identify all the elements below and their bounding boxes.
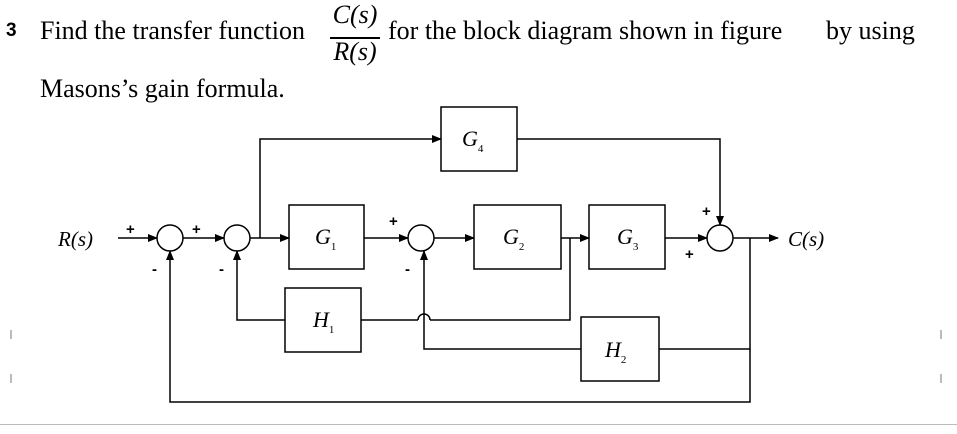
question-text-line2: Masons’s gain formula. (40, 74, 285, 103)
question-text-before: Find the transfer function (40, 16, 305, 45)
sign-s1-feedback: - (152, 261, 157, 278)
output-label: C(s) (788, 227, 825, 251)
block-g4 (441, 107, 517, 171)
summing-junction-1 (157, 225, 183, 251)
question-number: 3 (6, 20, 17, 41)
sign-s3-input: + (389, 213, 398, 230)
margin-mark (10, 330, 12, 339)
sign-s2-input: + (192, 221, 201, 238)
question-text-tail: by using (826, 16, 915, 45)
signal-g4-to-s4 (517, 139, 720, 225)
summing-junction-4 (707, 225, 733, 251)
margin-mark (940, 330, 942, 339)
signal-to-g4 (260, 139, 441, 238)
sign-s2-feedback: - (219, 261, 224, 278)
margin-mark (10, 374, 12, 383)
sign-s1-input: + (126, 221, 135, 238)
bottom-rule (0, 424, 957, 425)
block-h2-label: $H_2$ (605, 337, 627, 366)
signal-output-to-h2 (659, 238, 750, 349)
block-g4-label: $G_4$ (462, 126, 484, 155)
sign-s3-feedback: - (405, 261, 410, 278)
fraction-numerator: C(s) (332, 0, 378, 29)
block-g1-label: $G_1$ (315, 224, 337, 253)
block-g2-label: $G_2$ (503, 224, 525, 253)
block-h1-label: $H_1$ (313, 307, 335, 336)
question-text-after: for the block diagram shown in figure (388, 16, 783, 45)
input-label: R(s) (58, 227, 93, 251)
margin-mark (940, 374, 942, 383)
signal-unity-feedback (170, 251, 750, 402)
sign-s4-top: + (702, 203, 711, 220)
summing-junction-3 (408, 225, 434, 251)
sign-s4-input: + (685, 246, 694, 263)
signal-h2-to-s3 (424, 251, 581, 349)
fraction-denominator: R(s) (333, 37, 377, 66)
summing-junction-2 (224, 225, 250, 251)
block-g3-label: $G_3$ (617, 224, 639, 253)
signal-h1-to-s2 (237, 251, 285, 320)
signal-pickoff-to-h1-a (430, 238, 570, 320)
